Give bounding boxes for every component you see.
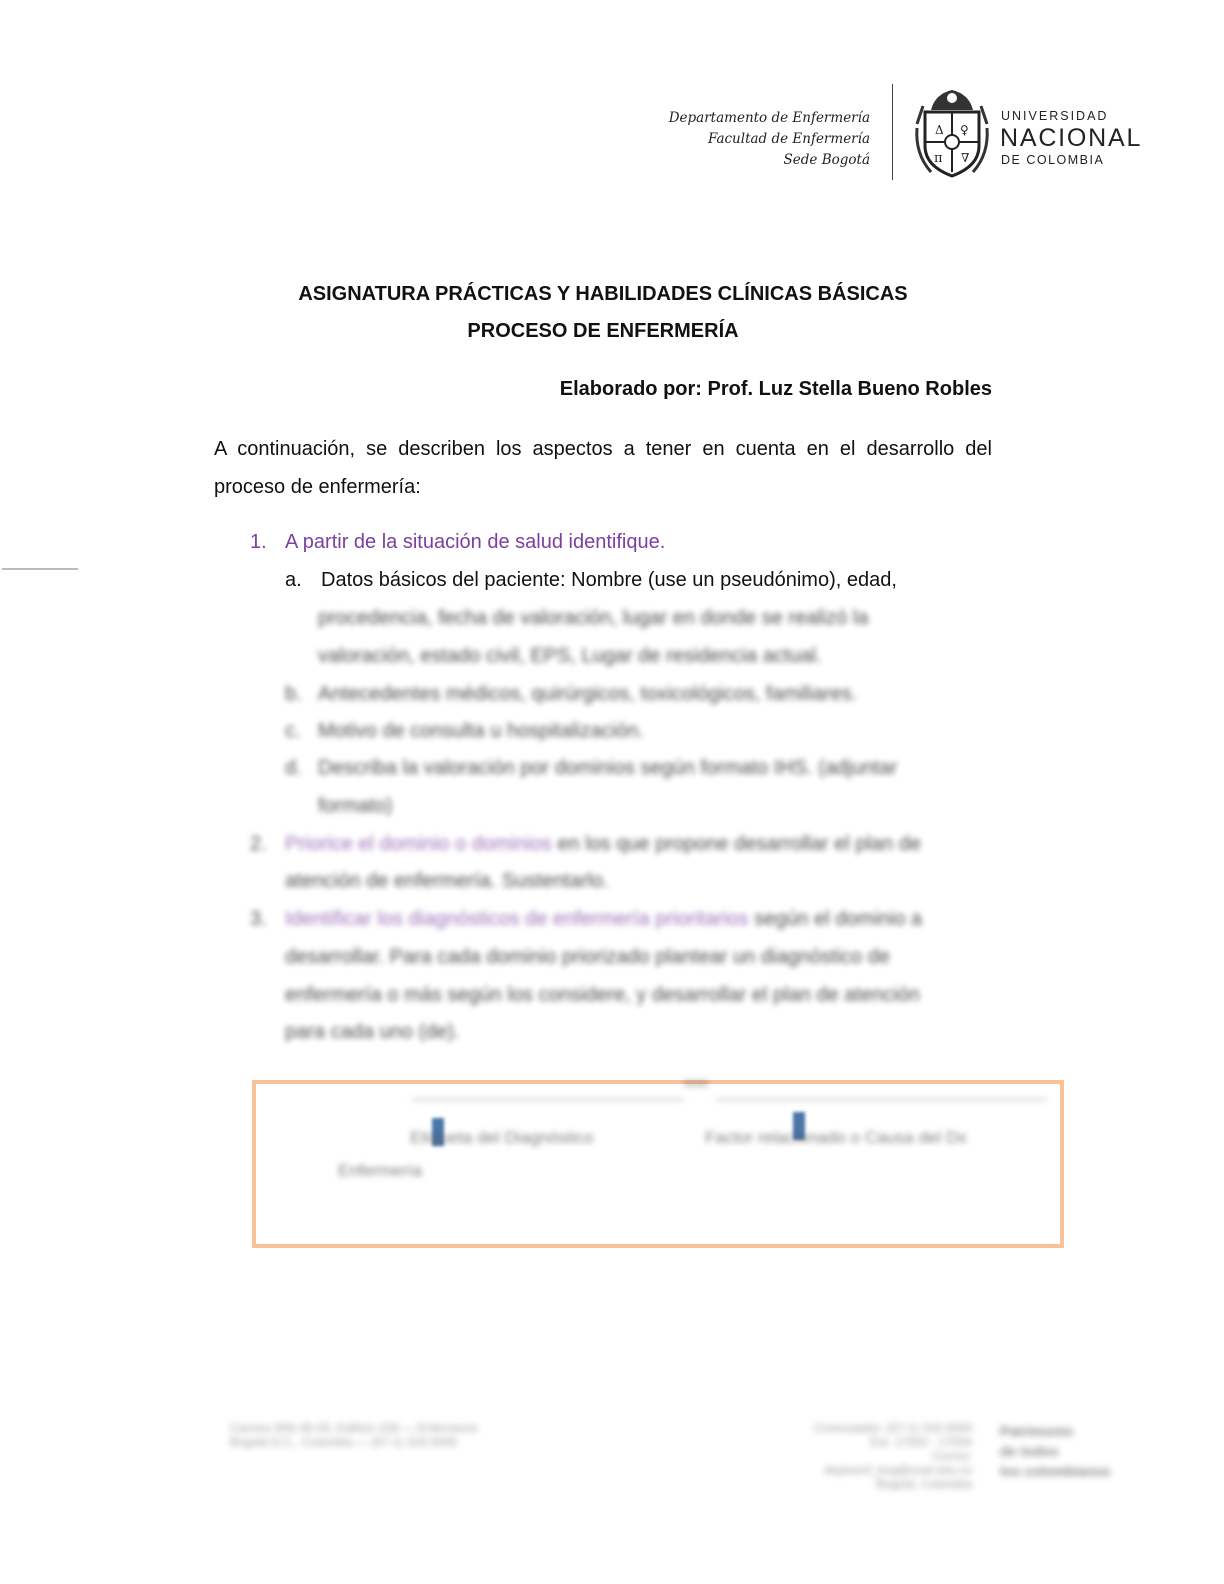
- embedded-table-top-label: NNN: [684, 1078, 708, 1090]
- item-3-line: [285, 908, 985, 931]
- item-2-line: [285, 833, 985, 856]
- dept-line-2: Facultad de Enfermería: [708, 131, 870, 147]
- sub-d-letter: d.: [285, 757, 302, 779]
- sub-c-letter: c.: [285, 720, 301, 742]
- footer-address: [230, 1421, 477, 1449]
- item-2-rest: en los que propone desarrollar el plan de: [557, 833, 921, 855]
- dept-line-3: Sede Bogotá: [783, 152, 870, 168]
- item-3-continuation-2: enfermería o más según los considere, y desarrollar el plan de atención: [285, 984, 920, 1006]
- intro-paragraph: [214, 430, 992, 506]
- footer-mid-line-2: Ext. 17002 - 17004: [870, 1435, 972, 1449]
- footer-right-line-3: los colombianos: [1000, 1463, 1111, 1479]
- footer-mid-line-3: Correo: deptoenf_bog@unal.edu.co: [824, 1449, 972, 1477]
- margin-comment-line: [2, 568, 78, 570]
- sub-a-text: Datos básicos del paciente: Nombre (use un pseudónimo), edad,: [321, 569, 897, 591]
- svg-text:π: π: [934, 151, 943, 166]
- footer-right-line-1: Patrimonio: [1000, 1423, 1074, 1439]
- item-3-continuation-3: para cada uno (de).: [285, 1021, 460, 1043]
- university-label-3: DE COLOMBIA: [1001, 153, 1105, 167]
- item-3-rest: según el dominio a: [754, 908, 923, 930]
- sub-c-text: Motivo de consulta u hospitalización.: [318, 720, 644, 742]
- item-3-continuation-1: desarrollar. Para cada dominio priorizado plantear un diagnóstico de: [285, 946, 890, 968]
- sub-d-text-1: Describa la valoración por dominios según formato IHS. (adjuntar: [318, 757, 898, 779]
- footer-contact: [790, 1421, 972, 1491]
- university-seal-icon: [913, 84, 991, 180]
- embedded-table-rule-right: [716, 1098, 1046, 1101]
- sub-d-text-2: formato): [318, 795, 393, 817]
- sub-a-continuation-2: valoración, estado civil, EPS, Lugar de residencia actual.: [318, 645, 822, 667]
- department-block: [600, 108, 870, 171]
- item-2-highlight: Priorice el dominio o dominios: [285, 833, 552, 855]
- university-label-1: UNIVERSIDAD: [1001, 109, 1109, 123]
- intro-line-1: A continuación, se describen los aspectos a tener en cuenta en el desarrollo del: [214, 438, 992, 460]
- dept-line-1: Departamento de Enfermería: [668, 110, 870, 126]
- item-2-continuation: atención de enfermería. Sustentarlo.: [285, 870, 609, 892]
- header-divider: [892, 84, 893, 180]
- footer-mid-line-1: Conmutador: (57-1) 316 5000: [813, 1421, 972, 1435]
- item-2-number: 2.: [250, 833, 267, 855]
- sub-b-letter: b.: [285, 683, 302, 705]
- item-1-text: A partir de la situación de salud identifique.: [285, 531, 666, 553]
- svg-text:♀: ♀: [960, 123, 969, 137]
- item-1-number: 1.: [250, 531, 267, 553]
- document-author: Elaborado por: Prof. Luz Stella Bueno Robles: [559, 378, 992, 400]
- sub-b-text: Antecedentes médicos, quirúrgicos, toxicológicos, familiares.: [318, 683, 858, 705]
- footer-slogan: [1000, 1421, 1110, 1481]
- item-3-number: 3.: [250, 908, 267, 930]
- embedded-table-rule-left: [412, 1098, 684, 1101]
- svg-text:Δ: Δ: [935, 123, 944, 137]
- document-title-line-2: PROCESO DE ENFERMERÍA: [467, 320, 739, 342]
- embedded-table-col-2: Factor relacionado o Causa del Dx: [705, 1128, 967, 1147]
- footer-left-line-1: Carrera 30N 45-03, Edificio 228 — Enfermería: [230, 1421, 477, 1435]
- intro-line-2: proceso de enfermería:: [214, 476, 421, 498]
- item-3-highlight: Identificar los diagnósticos de enfermería prioritarios: [285, 908, 749, 930]
- svg-text:∇: ∇: [961, 151, 970, 165]
- document-title-line-1: ASIGNATURA PRÁCTICAS Y HABILIDADES CLÍNICAS BÁSICAS: [298, 283, 908, 305]
- sub-a-continuation-1: procedencia, fecha de valoración, lugar en donde se realizó la: [318, 607, 869, 629]
- embedded-table-row-2: Enfermería: [338, 1161, 423, 1180]
- sub-a-letter: a.: [285, 569, 302, 591]
- university-label-2: NACIONAL: [1000, 124, 1143, 152]
- footer-right-line-2: de todos: [1000, 1443, 1059, 1459]
- embedded-table-col-1: Etiqueta del Diagnóstico: [410, 1128, 594, 1147]
- footer-left-line-2: Bogotá D.C., Colombia — (57-1) 316 5000: [230, 1435, 457, 1449]
- footer-mid-line-4: Bogotá, Colombia: [876, 1477, 972, 1491]
